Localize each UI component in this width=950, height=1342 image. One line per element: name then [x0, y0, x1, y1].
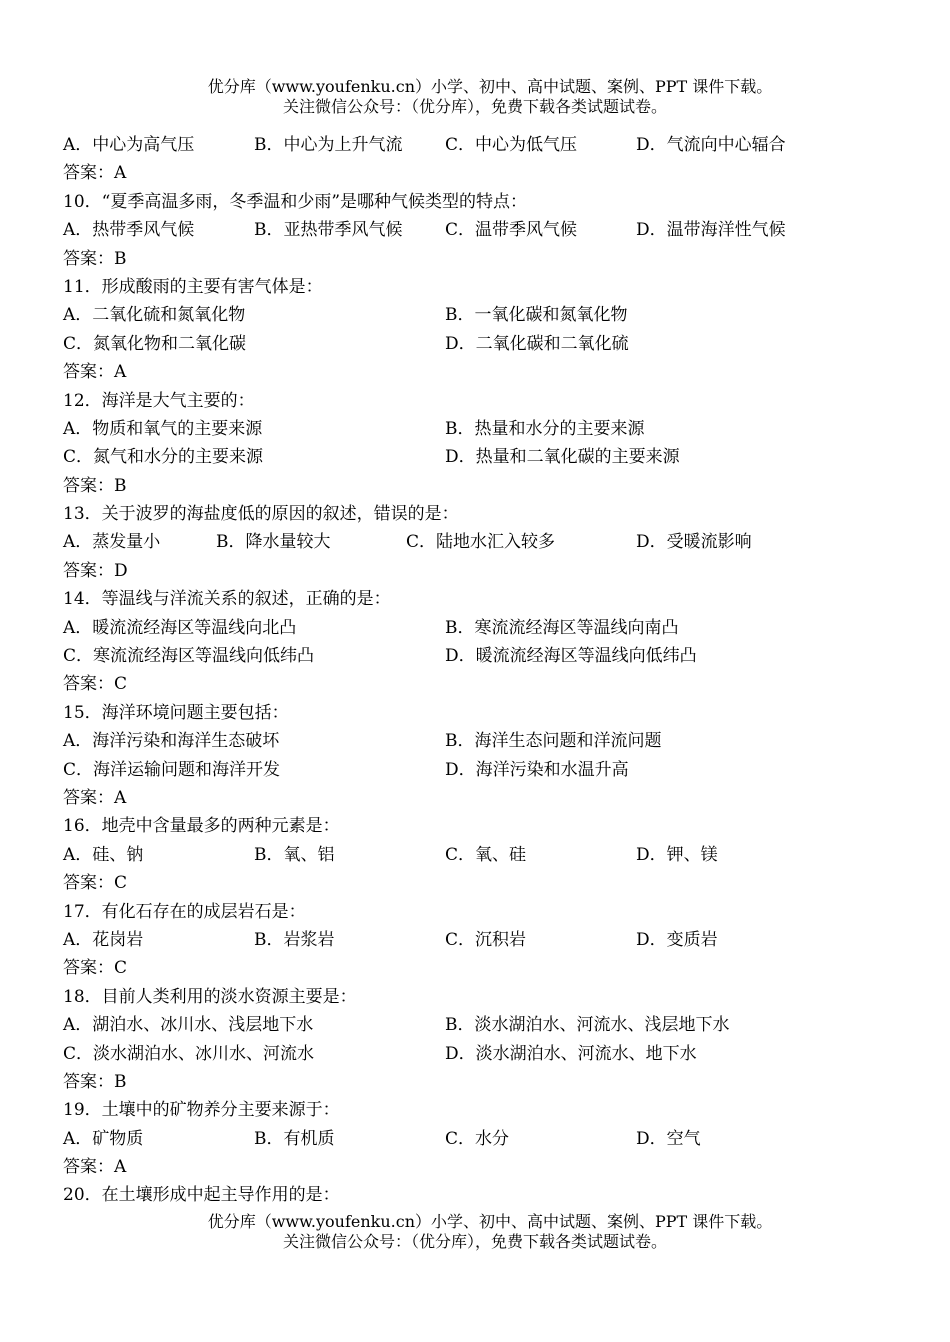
- q9-option-d: D．气流向中心辐合: [636, 135, 786, 155]
- q12-option-c: C．氮气和水分的主要来源: [63, 447, 264, 468]
- q13-option-d: D．受暖流影响: [636, 532, 752, 553]
- q16-option-b: B．氧、铝: [254, 844, 335, 865]
- q10-stem: 10．“夏季高温多雨，冬季温和少雨”是哪种气候类型的特点：: [63, 191, 528, 212]
- q19-stem: 19．土壤中的矿物养分主要来源于：: [63, 1100, 340, 1121]
- q16-option-d: D．钾、镁: [636, 844, 718, 865]
- q11-option-d: D．二氧化碳和二氧化硫: [445, 333, 629, 354]
- q17-options-row: [63, 926, 893, 954]
- q19-option-b: B．有机质: [254, 1128, 335, 1149]
- q16-answer: 答案：C: [63, 873, 128, 894]
- q9-option-a: A．中心为高气压: [63, 135, 195, 155]
- q13-option-b: B．降水量较大: [216, 532, 331, 553]
- q16-options-row: [63, 841, 893, 869]
- q14-answer: 答案：C: [63, 674, 128, 695]
- header-line-2: 关注微信公众号：（优分库），免费下载各类试题试卷。: [282, 97, 667, 116]
- footer-line-2: 关注微信公众号：（优分库），免费下载各类试题试卷。: [282, 1232, 667, 1251]
- q13-stem: 13．关于波罗的海盐度低的原因的叙述，错误的是：: [63, 504, 459, 525]
- q11-options-row-1: [63, 301, 893, 329]
- q18-option-c: C．淡水湖泊水、冰川水、河流水: [63, 1043, 315, 1064]
- q13-option-a: A．蒸发量小: [63, 532, 161, 553]
- page-footer: [0, 1212, 950, 1252]
- q15-option-b: B．海洋生态问题和洋流问题: [445, 731, 662, 752]
- q17-option-b: B．岩浆岩: [254, 929, 335, 950]
- q18-stem: 18．目前人类利用的淡水资源主要是：: [63, 986, 357, 1007]
- q13-option-c: C．陆地水汇入较多: [406, 532, 556, 553]
- q11-option-a: A．二氧化硫和氮氧化物: [63, 305, 246, 326]
- q17-stem: 17．有化石存在的成层岩石是：: [63, 901, 306, 922]
- header-line-1: 优分库（www.youfenku.cn）小学、初中、高中试题、案例、PPT 课件下载。: [207, 77, 773, 96]
- q17-option-c: C．沉积岩: [445, 929, 527, 950]
- q19-option-a: A．矿物质: [63, 1128, 144, 1149]
- q11-option-b: B．一氧化碳和氮氧化物: [445, 305, 628, 326]
- q16-option-c: C．氧、硅: [445, 844, 527, 865]
- q14-options-row-2: [63, 642, 893, 670]
- q14-option-b: B．寒流流经海区等温线向南凸: [445, 617, 679, 638]
- q15-option-c: C．海洋运输问题和海洋开发: [63, 759, 281, 780]
- q10-options-row: [63, 216, 893, 244]
- q10-option-a: A．热带季风气候: [63, 220, 195, 241]
- q9-answer: 答案：A: [63, 163, 127, 184]
- q18-option-d: D．淡水湖泊水、河流水、地下水: [445, 1043, 697, 1064]
- q11-answer: 答案：A: [63, 362, 127, 383]
- q15-option-d: D．海洋污染和水温升高: [445, 759, 629, 780]
- q19-answer: 答案：A: [63, 1157, 127, 1178]
- q11-option-c: C．氮氧化物和二氧化碳: [63, 333, 247, 354]
- q15-option-a: A．海洋污染和海洋生态破坏: [63, 731, 280, 752]
- q9-option-c: C．中心为低气压: [445, 135, 578, 155]
- q18-option-b: B．淡水湖泊水、河流水、浅层地下水: [445, 1015, 730, 1036]
- q17-answer: 答案：C: [63, 958, 128, 979]
- q19-option-c: C．水分: [445, 1128, 510, 1149]
- q14-stem: 14．等温线与洋流关系的叙述，正确的是：: [63, 589, 391, 610]
- q16-option-a: A．硅、钠: [63, 844, 144, 865]
- q12-answer: 答案：B: [63, 475, 127, 496]
- q10-option-b: B．亚热带季风气候: [254, 220, 403, 241]
- q11-options-row-2: [63, 330, 893, 358]
- q12-stem: 12．海洋是大气主要的：: [63, 390, 255, 411]
- q17-option-a: A．花岗岩: [63, 929, 144, 950]
- q15-answer: 答案：A: [63, 787, 127, 808]
- q9-options-row: [63, 131, 893, 159]
- q9-option-b: B．中心为上升气流: [254, 135, 403, 155]
- footer-line-1: 优分库（www.youfenku.cn）小学、初中、高中试题、案例、PPT 课件下载。: [207, 1212, 773, 1231]
- q12-option-d: D．热量和二氧化碳的主要来源: [445, 447, 680, 468]
- q11-stem: 11．形成酸雨的主要有害气体是：: [63, 276, 323, 297]
- q15-stem: 15．海洋环境问题主要包括：: [63, 702, 289, 723]
- q12-options-row-2: [63, 443, 893, 471]
- q10-option-d: D．温带海洋性气候: [636, 220, 786, 241]
- q14-option-c: C．寒流流经海区等温线向低纬凸: [63, 646, 315, 667]
- q18-option-a: A．湖泊水、冰川水、浅层地下水: [63, 1015, 314, 1036]
- q12-options-row-1: [63, 415, 893, 443]
- q17-option-d: D．变质岩: [636, 929, 718, 950]
- q12-option-a: A．物质和氧气的主要来源: [63, 418, 263, 439]
- q20-stem: 20．在土壤形成中起主导作用的是：: [63, 1185, 340, 1206]
- q15-options-row-2: [63, 756, 893, 784]
- q14-option-d: D．暖流流经海区等温线向低纬凸: [445, 646, 697, 667]
- q19-option-d: D．空气: [636, 1128, 701, 1149]
- q18-options-row-2: [63, 1040, 893, 1068]
- q12-option-b: B．热量和水分的主要来源: [445, 418, 645, 439]
- q19-options-row: [63, 1125, 893, 1153]
- q13-options-row: [63, 528, 893, 556]
- q13-answer: 答案：D: [63, 560, 128, 581]
- q15-options-row-1: [63, 727, 893, 755]
- q14-options-row-1: [63, 614, 893, 642]
- q16-stem: 16．地壳中含量最多的两种元素是：: [63, 816, 340, 837]
- page-header: [0, 77, 950, 117]
- question-list: [63, 131, 893, 1210]
- q10-option-c: C．温带季风气候: [445, 220, 578, 241]
- q18-options-row-1: [63, 1011, 893, 1039]
- q14-option-a: A．暖流流经海区等温线向北凸: [63, 617, 297, 638]
- q10-answer: 答案：B: [63, 248, 127, 269]
- q18-answer: 答案：B: [63, 1071, 127, 1092]
